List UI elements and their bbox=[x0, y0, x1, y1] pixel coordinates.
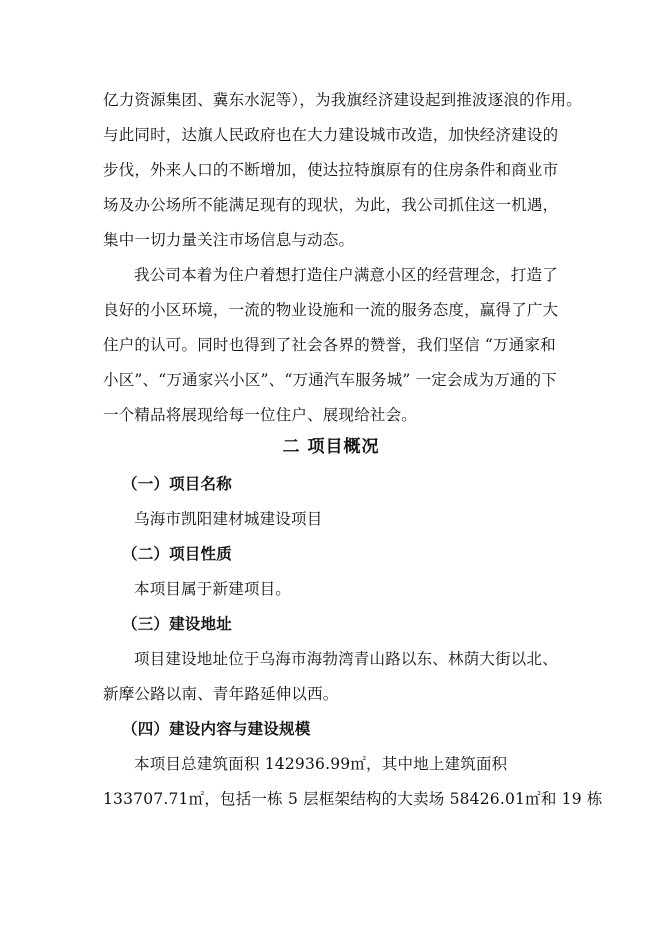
subsection-heading: （四）建设内容与建设规模 bbox=[122, 720, 311, 738]
subsection-text: 新摩公路以南、青年路延伸以西。 bbox=[103, 685, 339, 703]
paragraph-line: 场及办公场所不能满足现有的现状，为此，我公司抓住这一机遇， bbox=[103, 196, 559, 214]
subsection-text: 133707.71㎡，包括一栋 5 层框架结构的大卖场 58426.01㎡和 19 栋 bbox=[103, 790, 603, 808]
paragraph-line: 亿力资源集团、冀东水泥等），为我旗经济建设起到推波逐浪的作用。 bbox=[103, 91, 582, 109]
paragraph-line: 步伐，外来人口的不断增加，使达拉特旗原有的住房条件和商业市 bbox=[103, 161, 559, 179]
subsection-heading: （一）项目名称 bbox=[122, 475, 232, 493]
subsection-text: 乌海市凯阳建材城建设项目 bbox=[134, 510, 323, 528]
section-title: 二 项目概况 bbox=[282, 437, 380, 457]
subsection-text: 项目建设地址位于乌海市海勃湾青山路以东、林荫大街以北、 bbox=[134, 650, 558, 668]
subsection-text: 本项目总建筑面积 142936.99㎡，其中地上建筑面积 bbox=[134, 755, 508, 773]
paragraph-line: 集中一切力量关注市场信息与动态。 bbox=[103, 231, 355, 249]
paragraph-line: 住户的认可。同时也得到了社会各界的赞誉，我们坚信 “万通家和 bbox=[103, 336, 556, 354]
subsection-heading: （三）建设地址 bbox=[122, 615, 232, 633]
paragraph-line: 小区”、“万通家兴小区”、“万通汽车服务城” 一定会成为万通的下 bbox=[103, 371, 557, 389]
paragraph-line: 我公司本着为住户着想打造住户满意小区的经营理念，打造了 bbox=[134, 266, 558, 284]
paragraph-line: 良好的小区环境，一流的物业设施和一流的服务态度，赢得了广大 bbox=[103, 301, 559, 319]
paragraph-line: 与此同时，达旗人民政府也在大力建设城市改造，加快经济建设的 bbox=[103, 126, 559, 144]
subsection-text: 本项目属于新建项目。 bbox=[134, 580, 292, 598]
paragraph-line: 一个精品将展现给每一位住户、展现给社会。 bbox=[103, 406, 418, 424]
subsection-heading: （二）项目性质 bbox=[122, 545, 232, 563]
